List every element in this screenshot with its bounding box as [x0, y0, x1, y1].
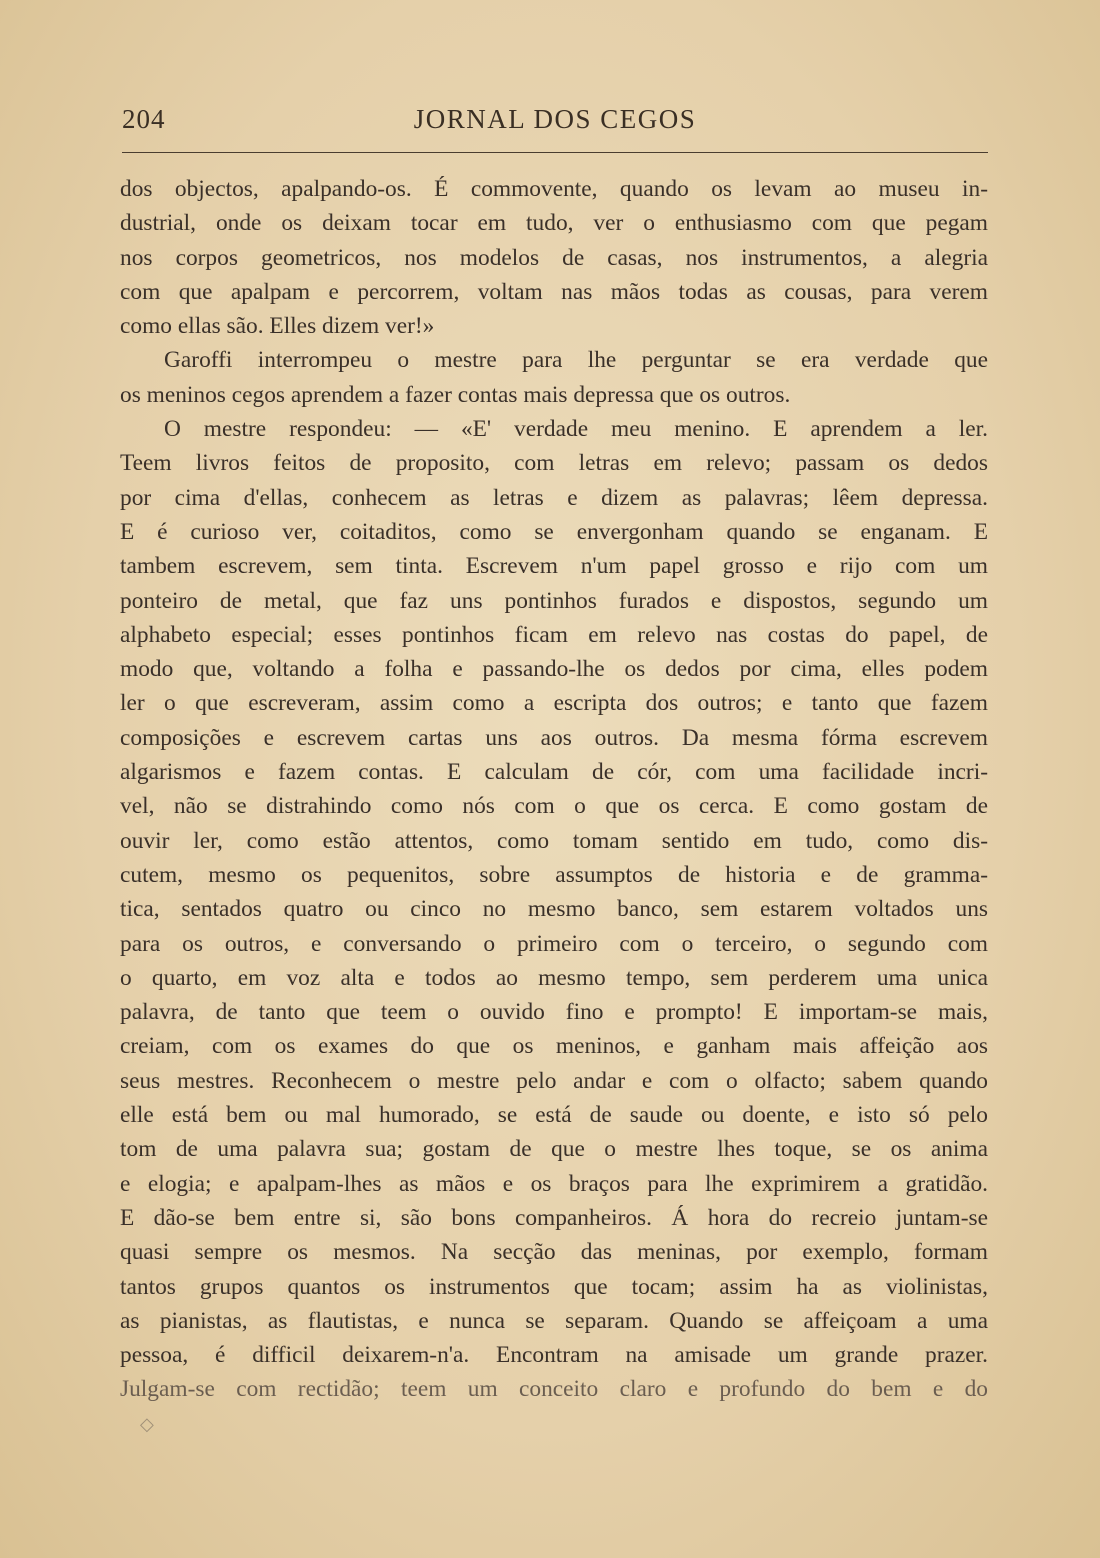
text-line: E é curioso ver, coitaditos, como se envergonham quando se enganam. E: [120, 518, 988, 545]
text-line: ouvir ler, como estão attentos, como tomam sentido em tudo, como dis-: [120, 827, 988, 854]
text-line: creiam, com os exames do que os meninos, e ganham mais affeição aos: [120, 1033, 988, 1060]
text-line: pessoa, é difficil deixarem-n'a. Encontram na amisade um grande prazer.: [120, 1342, 988, 1369]
text-line: as pianistas, as flautistas, e nunca se separam. Quando se affeiçoam a uma: [120, 1307, 988, 1334]
text-line: tica, sentados quatro ou cinco no mesmo banco, sem estarem voltados uns: [120, 896, 988, 923]
text-line: nos corpos geometricos, nos modelos de casas, nos instrumentos, a alegria: [120, 244, 988, 271]
text-line: Garoffi interrompeu o mestre para lhe perguntar se era verdade que: [164, 347, 988, 374]
text-line: palavra, de tanto que teem o ouvido fino e prompto! E importam-se mais,: [120, 999, 988, 1026]
header-rule: [122, 152, 988, 153]
text-line: ler o que escreveram, assim como a escripta dos outros; e tanto que fazem: [120, 690, 988, 717]
text-line: como ellas são. Elles dizem ver!»: [120, 313, 435, 340]
text-line: para os outros, e conversando o primeiro com o terceiro, o segundo com: [120, 930, 988, 957]
running-title: JORNAL DOS CEGOS: [413, 104, 697, 134]
text-line: vel, não se distrahindo como nós com o que os cerca. E como gostam de: [120, 793, 988, 820]
text-line: modo que, voltando a folha e passando-lhe os dedos por cima, elles podem: [120, 656, 988, 683]
text-line: composições e escrevem cartas uns aos outros. Da mesma fórma escrevem: [120, 724, 988, 751]
text-line: seus mestres. Reconhecem o mestre pelo andar e com o olfacto; sabem quando: [120, 1067, 988, 1094]
text-line: tambem escrevem, sem tinta. Escrevem n'um papel grosso e rijo com um: [120, 553, 988, 580]
page-number: 204: [122, 104, 166, 134]
text-line: com que apalpam e percorrem, voltam nas mãos todas as cousas, para verem: [120, 278, 988, 305]
text-line: quasi sempre os mesmos. Na secção das meninas, por exemplo, formam: [120, 1239, 988, 1266]
ornament-icon: ◇: [140, 1414, 154, 1435]
text-line: o quarto, em voz alta e todos ao mesmo tempo, sem perderem uma unica: [120, 964, 988, 991]
text-line: algarismos e fazem contas. E calculam de cór, com uma facilidade incri-: [120, 759, 988, 786]
text-line: e elogia; e apalpam-lhes as mãos e os braços para lhe exprimirem a gratidão.: [120, 1170, 988, 1197]
text-line: Julgam-se com rectidão; teem um conceito claro e profundo do bem e do: [120, 1376, 988, 1403]
body-text: [120, 172, 988, 1407]
text-line: tom de uma palavra sua; gostam de que o mestre lhes toque, se os anima: [120, 1136, 988, 1163]
text-line: dos objectos, apalpando-os. É commovente, quando os levam ao museu in-: [120, 176, 988, 202]
text-line: cutem, mesmo os pequenitos, sobre assumptos de historia e de gramma-: [120, 861, 988, 888]
text-line: E dão-se bem entre si, são bons companheiros. Á hora do recreio juntam-se: [120, 1204, 988, 1231]
text-line: O mestre respondeu: — «E' verdade meu menino. E aprendem a ler.: [164, 416, 988, 443]
text-line: tantos grupos quantos os instrumentos que tocam; assim ha as violinistas,: [120, 1273, 988, 1300]
page-header: [122, 104, 988, 144]
text-line: por cima d'ellas, conhecem as letras e dizem as palavras; lêem depressa.: [120, 484, 988, 511]
text-line: os meninos cegos aprendem a fazer contas mais depressa que os outros.: [120, 381, 791, 408]
text-line: alphabeto especial; esses pontinhos ficam em relevo nas costas do papel, de: [120, 621, 988, 648]
text-line: ponteiro de metal, que faz uns pontinhos furados e dispostos, segundo um: [120, 587, 988, 614]
text-line: elle está bem ou mal humorado, se está de saude ou doente, e isto só pelo: [120, 1102, 988, 1129]
text-line: Teem livros feitos de proposito, com letras em relevo; passam os dedos: [120, 450, 988, 477]
text-line: dustrial, onde os deixam tocar em tudo, ver o enthusiasmo com que pegam: [120, 210, 988, 237]
